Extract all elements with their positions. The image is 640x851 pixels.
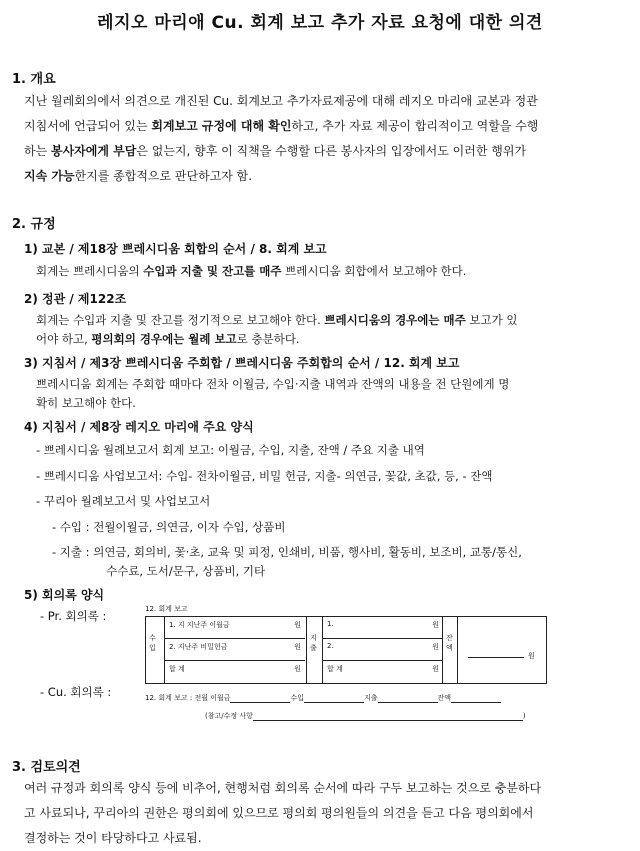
won-unit: 원 <box>294 665 301 673</box>
s1-line-1: 지난 월레회의에서 의견으로 개진된 Cu. 회계보고 추가자료제공에 대해 레지오 마리애 교본과 정관 <box>24 94 538 108</box>
form-subitem-expense-cont: 수수료, 도서/문구, 상품비, 기타 <box>106 564 266 578</box>
cu-label: 지출 <box>364 694 378 702</box>
r2-bold: 평의회의 경우에는 월례 보고 <box>91 332 237 346</box>
r2-bold: 쁘레시디움의 경우에는 매주 <box>324 313 466 327</box>
rule-2-heading: 2) 정관 / 제122조 <box>24 292 127 306</box>
r2-line-1 <box>36 311 624 330</box>
r2-line-2 <box>36 330 624 349</box>
won-unit: 원 <box>432 621 439 629</box>
r2-text: 로 충분하다. <box>236 332 300 346</box>
s1-line-3 <box>24 139 624 164</box>
pr-bal-label: 잔액 <box>442 617 458 683</box>
blank <box>230 694 290 703</box>
pr-out-label: 지출 <box>306 617 322 683</box>
blank <box>451 694 501 703</box>
rule-3-heading: 3) 지침서 / 제3장 쁘레시디움 주회합 / 쁘레시디움 주회합의 순서 / 12. 회계 보고 <box>24 356 460 370</box>
section-2-heading: 2. 규정 <box>12 217 56 232</box>
won-unit: 원 <box>528 652 535 660</box>
pr-minutes-label: - Pr. 회의록 : <box>40 609 107 623</box>
form-item-1: - 쁘레시디움 월례보고서 회계 보고: 이월금, 수입, 지출, 잔액 / 주요 지출 내역 <box>36 443 425 457</box>
cu-form-sample <box>145 693 555 727</box>
rule-4-heading: 4) 지침서 / 제8장 레지오 마리애 주요 양식 <box>24 420 254 434</box>
blank <box>253 712 523 721</box>
divider <box>323 660 443 661</box>
s1-text: 지침서에 언급되어 있는 <box>24 119 152 133</box>
cu-minutes-label: - Cu. 회의록 : <box>40 685 112 699</box>
divider <box>165 660 305 661</box>
section-3-heading: 3. 검토의견 <box>12 760 81 775</box>
r2-text: 회계는 수입과 지출 및 잔고를 정기적으로 보고해야 한다. <box>36 313 325 327</box>
cu-note-line: (참고/수정 사항 ) <box>205 712 526 720</box>
r3-line-2: 확히 보고해야 한다. <box>36 396 136 410</box>
won-unit: 원 <box>294 643 301 651</box>
r1-text: 쁘레시디움 회합에서 보고해야 한다. <box>281 264 467 278</box>
pr-form-sample <box>145 604 545 684</box>
won-unit: 원 <box>432 665 439 673</box>
cu-label: 잔액 <box>437 694 452 702</box>
divider <box>165 638 305 639</box>
pr-in-row: 2. 지난주 비밀헌금 <box>169 643 228 651</box>
won-unit: 원 <box>432 643 439 651</box>
divider <box>323 638 443 639</box>
r2-text: 보고가 있 <box>465 313 518 327</box>
pr-out-row: 합 계 <box>327 665 343 673</box>
r1-bold: 수입과 지출 및 잔고를 매주 <box>143 264 282 278</box>
cu-note: (참고/수정 사항 <box>205 712 253 720</box>
blank <box>378 694 438 703</box>
s1-text: 하는 <box>24 144 51 158</box>
section-1-body <box>24 89 624 189</box>
s1-bold: 지속 가능 <box>24 169 75 183</box>
pr-out-row: 1. <box>327 620 334 628</box>
pr-in-label: 수입 <box>149 634 156 652</box>
rule-2-body <box>36 311 624 349</box>
form-subitem-income: - 수입 : 전월이월금, 의연금, 이자 수입, 상품비 <box>52 520 286 534</box>
pr-form-caption: 12. 회계 보고 <box>145 605 188 613</box>
s3-line-3: 결정하는 것이 타당하다고 사료됨. <box>24 831 202 845</box>
s1-text: 한지를 종합적으로 판단하고자 함. <box>74 169 253 183</box>
pr-in-rows <box>164 617 305 683</box>
pr-in-row: 합 계 <box>169 665 185 673</box>
balance-line <box>468 657 524 658</box>
rule-3-body <box>36 375 624 413</box>
s1-text: 하고, 추가 자료 제공이 합리적이고 역할을 수행 <box>291 119 539 133</box>
cu-form-line <box>145 693 501 703</box>
rule-1-body <box>36 262 624 281</box>
r1-text: 회계는 쁘레시디움의 <box>36 264 144 278</box>
s3-line-2: 고 사료되나, 꾸리아의 권한은 평의회에 있으므로 평의회 평의원들의 의견을 듣고 다음 평의회에서 <box>24 806 534 820</box>
cu-label: 12. 회계 보고 : 전월 이월금 <box>145 694 231 702</box>
section-1-heading: 1. 개요 <box>12 72 56 87</box>
pr-in-row: 1. 지 지난주 이월금 <box>169 621 230 629</box>
cu-label: 수입 <box>290 694 305 702</box>
s1-bold: 봉사자에게 부담 <box>51 144 137 158</box>
s1-line-4 <box>24 164 624 189</box>
form-subitem-expense: - 지출 : 의연금, 회의비, 꽃·초, 교육 및 피정, 인쇄비, 비품, 행사비, 활동비, 보조비, 교통/통신, <box>52 545 522 559</box>
rule-5-heading: 5) 회의록 양식 <box>24 588 105 602</box>
form-item-2: - 쁘레시디움 사업보고서: 수입- 전차이월금, 비밀 헌금, 지출- 의연금, 꽃값, 초값, 등, - 잔액 <box>36 469 493 483</box>
pr-form-box <box>145 616 547 684</box>
rule-1-heading: 1) 교본 / 제18장 쁘레시디움 회합의 순서 / 8. 회계 보고 <box>24 242 327 256</box>
form-item-3: - 꾸리아 월례보고서 및 사업보고서 <box>36 494 211 508</box>
s1-bold: 회계보고 규정에 대해 확인 <box>151 119 292 133</box>
s1-line-2 <box>24 114 624 139</box>
document-title: 레지오 마리애 Cu. 회계 보고 추가 자료 요청에 대한 의견 <box>97 13 543 33</box>
pr-out-row: 2. <box>327 642 334 650</box>
won-unit: 원 <box>294 621 301 629</box>
blank <box>304 694 364 703</box>
r2-text: 어야 하고, <box>36 332 92 346</box>
section-3-body <box>24 776 624 851</box>
pr-out-rows <box>322 617 443 683</box>
s1-text: 은 없는지, 향후 이 직책을 수행할 다른 봉사자의 입장에서도 이러한 행위가 <box>136 144 527 158</box>
s3-line-1: 여러 규정과 회의록 양식 등에 비추어, 현행처럼 회의록 순서에 따라 구두 보고하는 것으로 충분하다 <box>24 781 542 795</box>
r3-line-1: 쁘레시디움 회계는 주회합 때마다 전차 이월금, 수입·지출 내역과 잔액의 내용을 전 단원에게 명 <box>36 377 510 391</box>
